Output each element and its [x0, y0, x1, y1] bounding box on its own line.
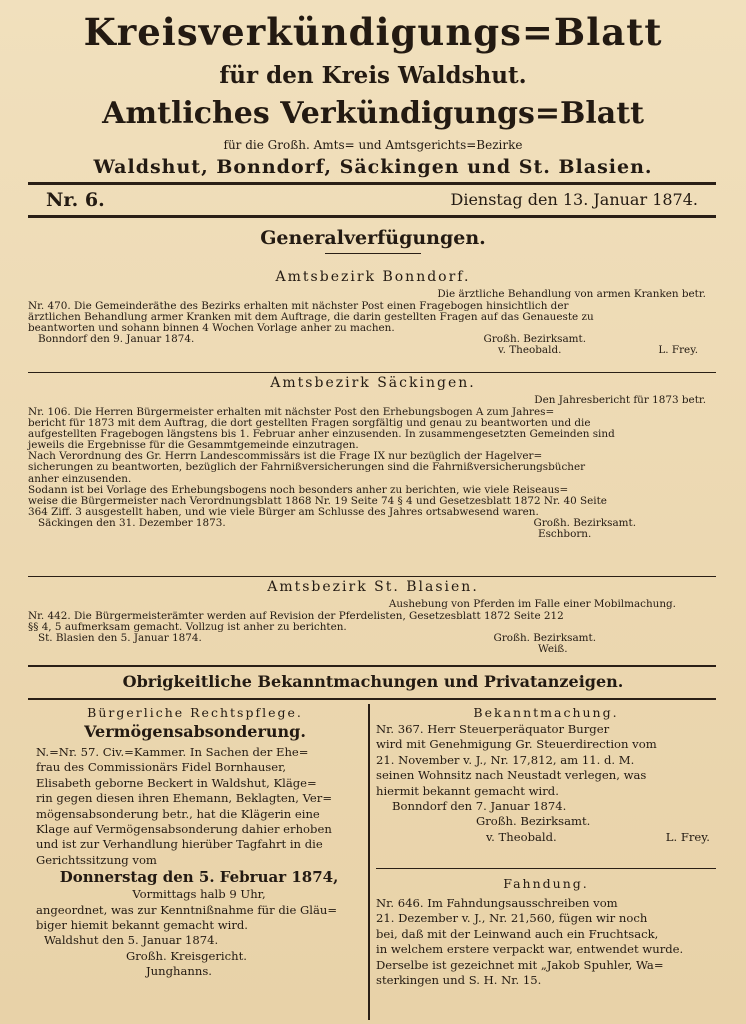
- text-line: Klage auf Vermögensabsonderung dahier erhoben: [36, 822, 332, 837]
- signature-names: [376, 830, 714, 845]
- signature-names: [28, 644, 716, 655]
- text-line: mögensabsonderung betr., hat die Klägerin eine: [36, 806, 320, 821]
- masthead-districts: Waldshut, Bonndorf, Säckingen und St. Blasien.: [93, 156, 653, 178]
- left-body: [36, 745, 362, 980]
- signatory: L. Frey.: [665, 829, 710, 844]
- signatory: v. Theobald.: [498, 344, 562, 357]
- masthead-title-2: Amtliches Verkündigungs=Blatt: [102, 96, 644, 131]
- signature-row: [28, 518, 716, 529]
- signature-row: [28, 633, 716, 644]
- text-line: beantworten und sohann binnen 4 Wochen Vorlage anher zu machen.: [28, 322, 395, 335]
- place-date: St. Blasien den 5. Januar 1874.: [38, 632, 202, 645]
- notices-heading: Obrigkeitliche Bekanntmachungen und Privatanzeigen.: [122, 672, 624, 691]
- masthead-for-line: für die Großh. Amts= und Amtsgerichts=Bezirke: [223, 138, 523, 152]
- office-name: Großh. Bezirksamt.: [493, 632, 596, 645]
- text-line: Nach Verordnung des Gr. Herrn Landescommissärs ist die Frage IX nur bezüglich der Hagelver=: [28, 450, 543, 463]
- text-line: Nr. 470. Die Gemeinderäthe des Bezirks erhalten mit nächster Post einen Fragebogen hinsichtlich der: [28, 300, 569, 312]
- left-kicker: Bürgerliche Rechtspflege.: [87, 705, 303, 720]
- section-body-bonndorf: [28, 301, 716, 356]
- signatory: Eschborn.: [538, 528, 592, 541]
- text-line: Gerichtssitzung vom: [36, 852, 157, 867]
- text-line: sicherungen zu beantworten, bezüglich der Fahrnißversicherungen sind die Fahrnißversicherungsbücher: [28, 461, 586, 474]
- right-notice-title: Bekanntmachung.: [473, 705, 619, 720]
- text-line: Sodann ist bei Vorlage des Erhebungsbogens noch besonders anher zu berichten, wie viele Reiseaus=: [28, 483, 569, 496]
- general-orders-heading: Generalverfügungen.: [260, 227, 486, 249]
- signatory: Junghanns.: [146, 964, 212, 979]
- right-search-title: Fahndung.: [503, 876, 589, 891]
- place-date: Säckingen den 31. Dezember 1873.: [38, 516, 226, 529]
- office-name: Großh. Bezirksamt.: [476, 814, 591, 829]
- masthead-title: Kreisverkündigungs=Blatt: [83, 10, 663, 54]
- notices-rule-top: [28, 665, 716, 667]
- text-line: Nr. 367. Herr Steuerperäquator Burger: [376, 722, 610, 736]
- left-title: Vermögensabsonderung.: [84, 722, 306, 741]
- text-line: sterkingen und S. H. Nr. 15.: [376, 973, 542, 988]
- section-district-saeckingen: Amtsbezirk Säckingen.: [270, 375, 476, 391]
- section-district-st-blasien: Amtsbezirk St. Blasien.: [267, 579, 479, 595]
- issue-number: Nr. 6.: [46, 189, 105, 211]
- text-line: hiermit bekannt gemacht wird.: [376, 783, 559, 798]
- signatory: v. Theobald.: [486, 829, 557, 844]
- right-notice-body: [376, 722, 714, 845]
- text-line: Nr. 442. Die Bürgermeisterämter werden auf Revision der Pferdelisten, Gesetzesblatt 1872 Seite 212: [28, 610, 564, 622]
- text-line: 21. Dezember v. J., Nr. 21,560, fügen wir noch: [376, 911, 648, 926]
- text-line: N.=Nr. 57. Civ.=Kammer. In Sachen der Ehe=: [36, 745, 309, 759]
- office-name: Großh. Bezirksamt.: [483, 333, 586, 346]
- text-line: Nr. 106. Die Herren Bürgermeister erhalten mit nächster Post den Erhebungsbogen A zum Jahres=: [28, 406, 555, 418]
- text-line: biger hiemit bekannt gemacht wird.: [36, 918, 248, 933]
- masthead-rule-top: [28, 182, 716, 185]
- text-line: aufgestellten Fragebogen längstens bis 1. Februar anher einzusenden. In zusammengesetzten Gemeinden sind: [28, 428, 615, 441]
- section-rule: [28, 372, 716, 373]
- text-line: 21. November v. J., Nr. 17,812, am 11. d. M.: [376, 752, 635, 767]
- text-line: frau des Commissionärs Fidel Bornhauser,: [36, 760, 287, 775]
- masthead-subtitle: für den Kreis Waldshut.: [219, 62, 527, 89]
- section-district-bonndorf: Amtsbezirk Bonndorf.: [275, 269, 471, 285]
- hearing-date: Donnerstag den 5. Februar 1874,: [59, 868, 339, 887]
- text-line: 364 Ziff. 3 ausgestellt haben, und wie viele Bürger am Schlusse des Jahres ortsabwesend waren.: [28, 505, 539, 518]
- hearing-time: Vormittags halb 9 Uhr,: [132, 887, 266, 902]
- text-line: wird mit Genehmigung Gr. Steuerdirection vom: [376, 737, 657, 752]
- text-line: Nr. 646. Im Fahndungsausschreiben vom: [376, 896, 618, 910]
- office-name: Großh. Bezirksamt.: [533, 516, 636, 529]
- office-name: Großh. Kreisgericht.: [126, 948, 247, 963]
- text-line: seinen Wohnsitz nach Neustadt verlegen, was: [376, 768, 647, 783]
- signature-row: [28, 334, 716, 345]
- right-search-body: [376, 896, 714, 988]
- text-line: §§ 4, 5 aufmerksam gemacht. Vollzug ist anher zu berichten.: [28, 621, 347, 634]
- signature-names: [28, 345, 716, 356]
- text-line: Elisabeth geborne Beckert in Waldshut, Kläge=: [36, 775, 317, 790]
- signatory: Weiß.: [538, 643, 568, 656]
- text-line: in welchem erstere verpackt war, entwendet wurde.: [376, 942, 684, 957]
- heading-underline: [325, 253, 421, 254]
- section-body-saeckingen: [28, 407, 716, 540]
- signature-names: [28, 529, 716, 540]
- text-line: jeweils die Ergebnisse für die Gesammtgemeinde einzutragen.: [28, 439, 359, 452]
- place-date: Bonndorf den 7. Januar 1874.: [392, 799, 567, 814]
- column-divider: [368, 704, 370, 1020]
- text-line: anher einzusenden.: [28, 472, 132, 485]
- section-subject-st-blasien: Aushebung von Pferden im Falle einer Mobilmachung.: [388, 598, 676, 610]
- text-line: ärztlichen Behandlung armer Kranken mit dem Auftrage, die darin gestellten Fragen auf das Genaueste zu: [28, 311, 594, 324]
- section-subject-saeckingen: Den Jahresbericht für 1873 betr.: [534, 394, 706, 406]
- right-column-rule: [376, 868, 716, 869]
- text-line: und ist zur Verhandlung hierüber Tagfahrt in die: [36, 837, 323, 852]
- text-line: angeordnet, was zur Kenntnißnahme für die Gläu=: [36, 902, 338, 917]
- masthead-rule-bottom: [28, 215, 716, 218]
- issue-date: Dienstag den 13. Januar 1874.: [450, 190, 698, 209]
- notices-rule-bottom: [28, 698, 716, 700]
- text-line: rin gegen diesen ihren Ehemann, Beklagten, Ver=: [36, 791, 333, 806]
- section-subject-bonndorf: Die ärztliche Behandlung von armen Kranken betr.: [437, 288, 706, 300]
- text-line: bericht für 1873 mit dem Auftrag, die dort gestellten Fragen sorgfältig und genau zu beantworten und die: [28, 417, 591, 430]
- signatory: L. Frey.: [658, 344, 698, 357]
- place-date: Bonndorf den 9. Januar 1874.: [38, 333, 195, 346]
- text-line: bei, daß mit der Leinwand auch ein Fruchtsack,: [376, 926, 659, 941]
- text-line: weise die Bürgermeister nach Verordnungsblatt 1868 Nr. 19 Seite 74 § 4 und Gesetzesblatt 1872 Nr. 40 Seite: [28, 494, 607, 507]
- section-body-st-blasien: [28, 611, 716, 655]
- place-date: Waldshut den 5. Januar 1874.: [44, 933, 219, 948]
- section-rule: [28, 576, 716, 577]
- text-line: Derselbe ist gezeichnet mit „Jakob Spuhler, Wa=: [376, 957, 664, 972]
